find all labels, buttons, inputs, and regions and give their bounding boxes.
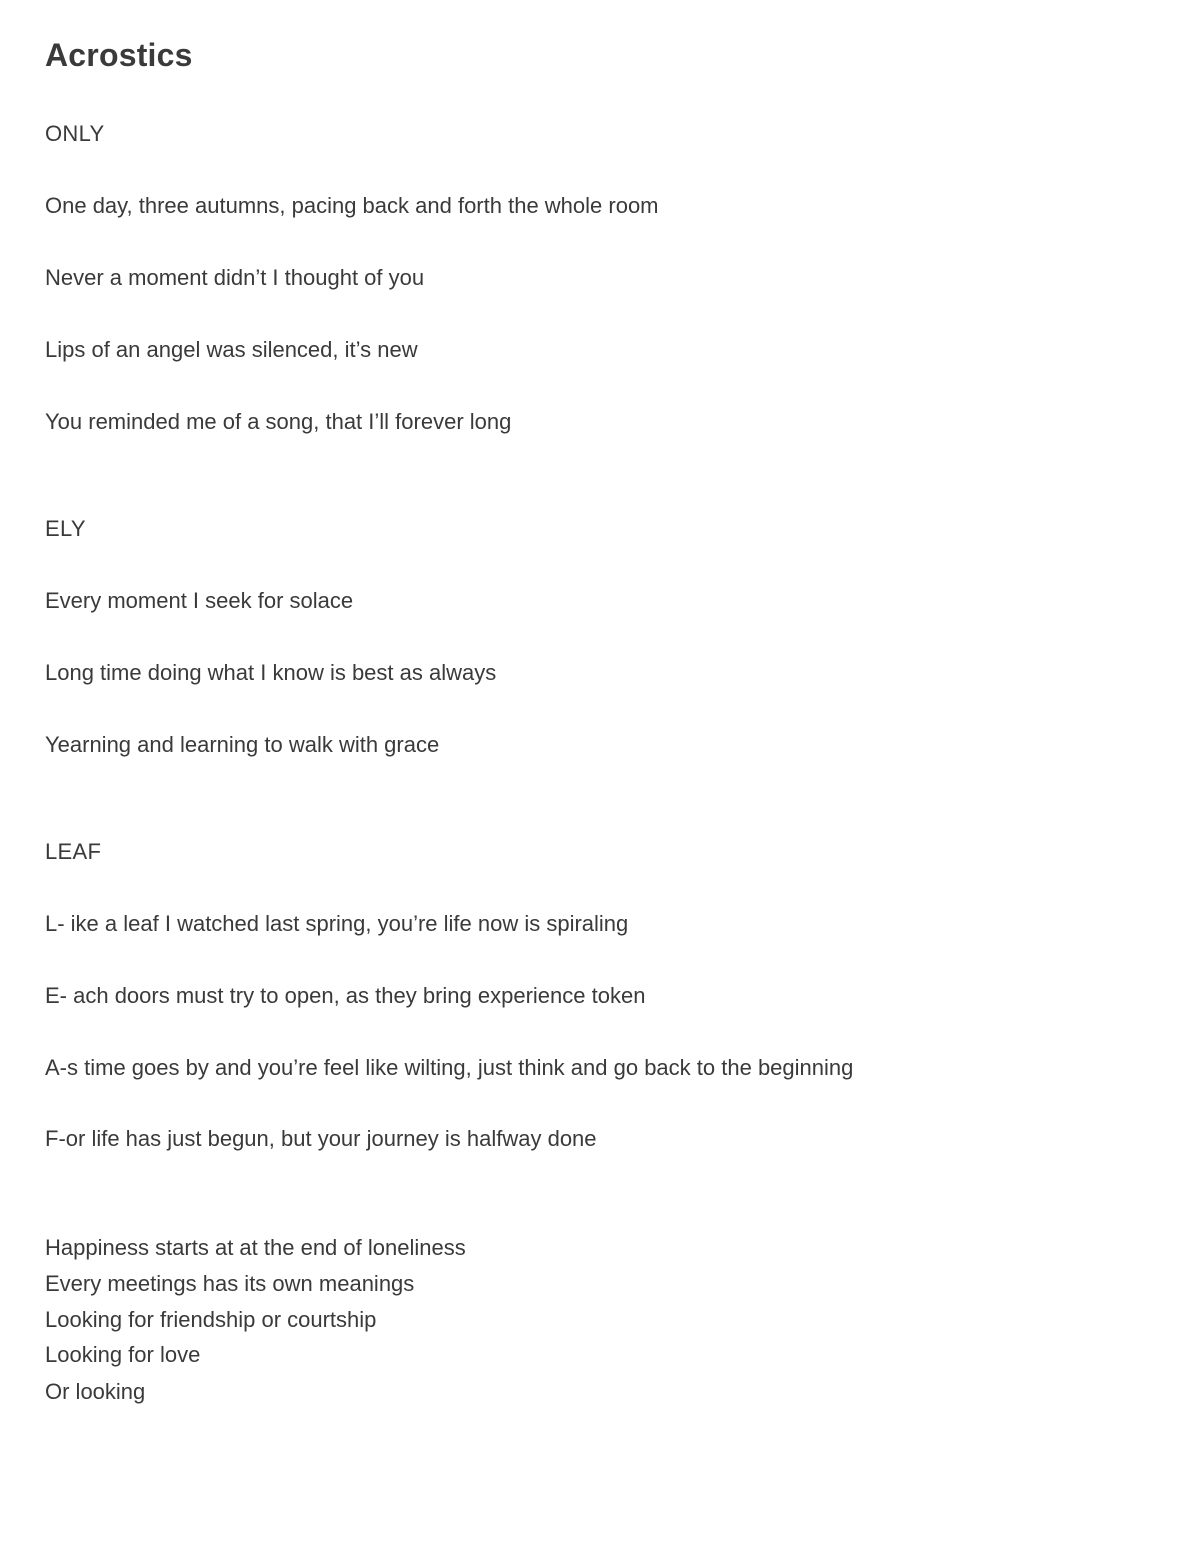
poem-line: E- ach doors must try to open, as they bring experience token <box>45 983 646 1008</box>
poem-heading: ELY <box>45 516 86 541</box>
poem-line: Every moment I seek for solace <box>45 588 354 613</box>
poem-line: A-s time goes by and you’re feel like wilting, just think and go back to the beginning <box>45 1055 854 1080</box>
poem-line: Long time doing what I know is best as always <box>45 660 497 685</box>
poem-line: Lips of an angel was silenced, it’s new <box>45 337 418 362</box>
poem-line: Looking for friendship or courtship <box>45 1307 377 1332</box>
poem-heading: LEAF <box>45 839 102 864</box>
poem-line: One day, three autumns, pacing back and forth the whole room <box>45 193 659 218</box>
poem-line: Yearning and learning to walk with grace <box>45 732 440 757</box>
poem-line: Every meetings has its own meanings <box>45 1271 415 1296</box>
poem-line: Happiness starts at at the end of loneliness <box>45 1235 466 1260</box>
poem-line: Never a moment didn’t I thought of you <box>45 265 425 290</box>
poem-line: Or looking <box>45 1379 146 1404</box>
poem-heading: ONLY <box>45 121 105 146</box>
poem-line: L- ike a leaf I watched last spring, you’re life now is spiraling <box>45 911 629 936</box>
poem-line: F-or life has just begun, but your journey is halfway done <box>45 1126 597 1151</box>
poem-line: Looking for love <box>45 1342 201 1367</box>
poem-line: You reminded me of a song, that I’ll forever long <box>45 409 512 434</box>
document-title: Acrostics <box>45 37 193 73</box>
